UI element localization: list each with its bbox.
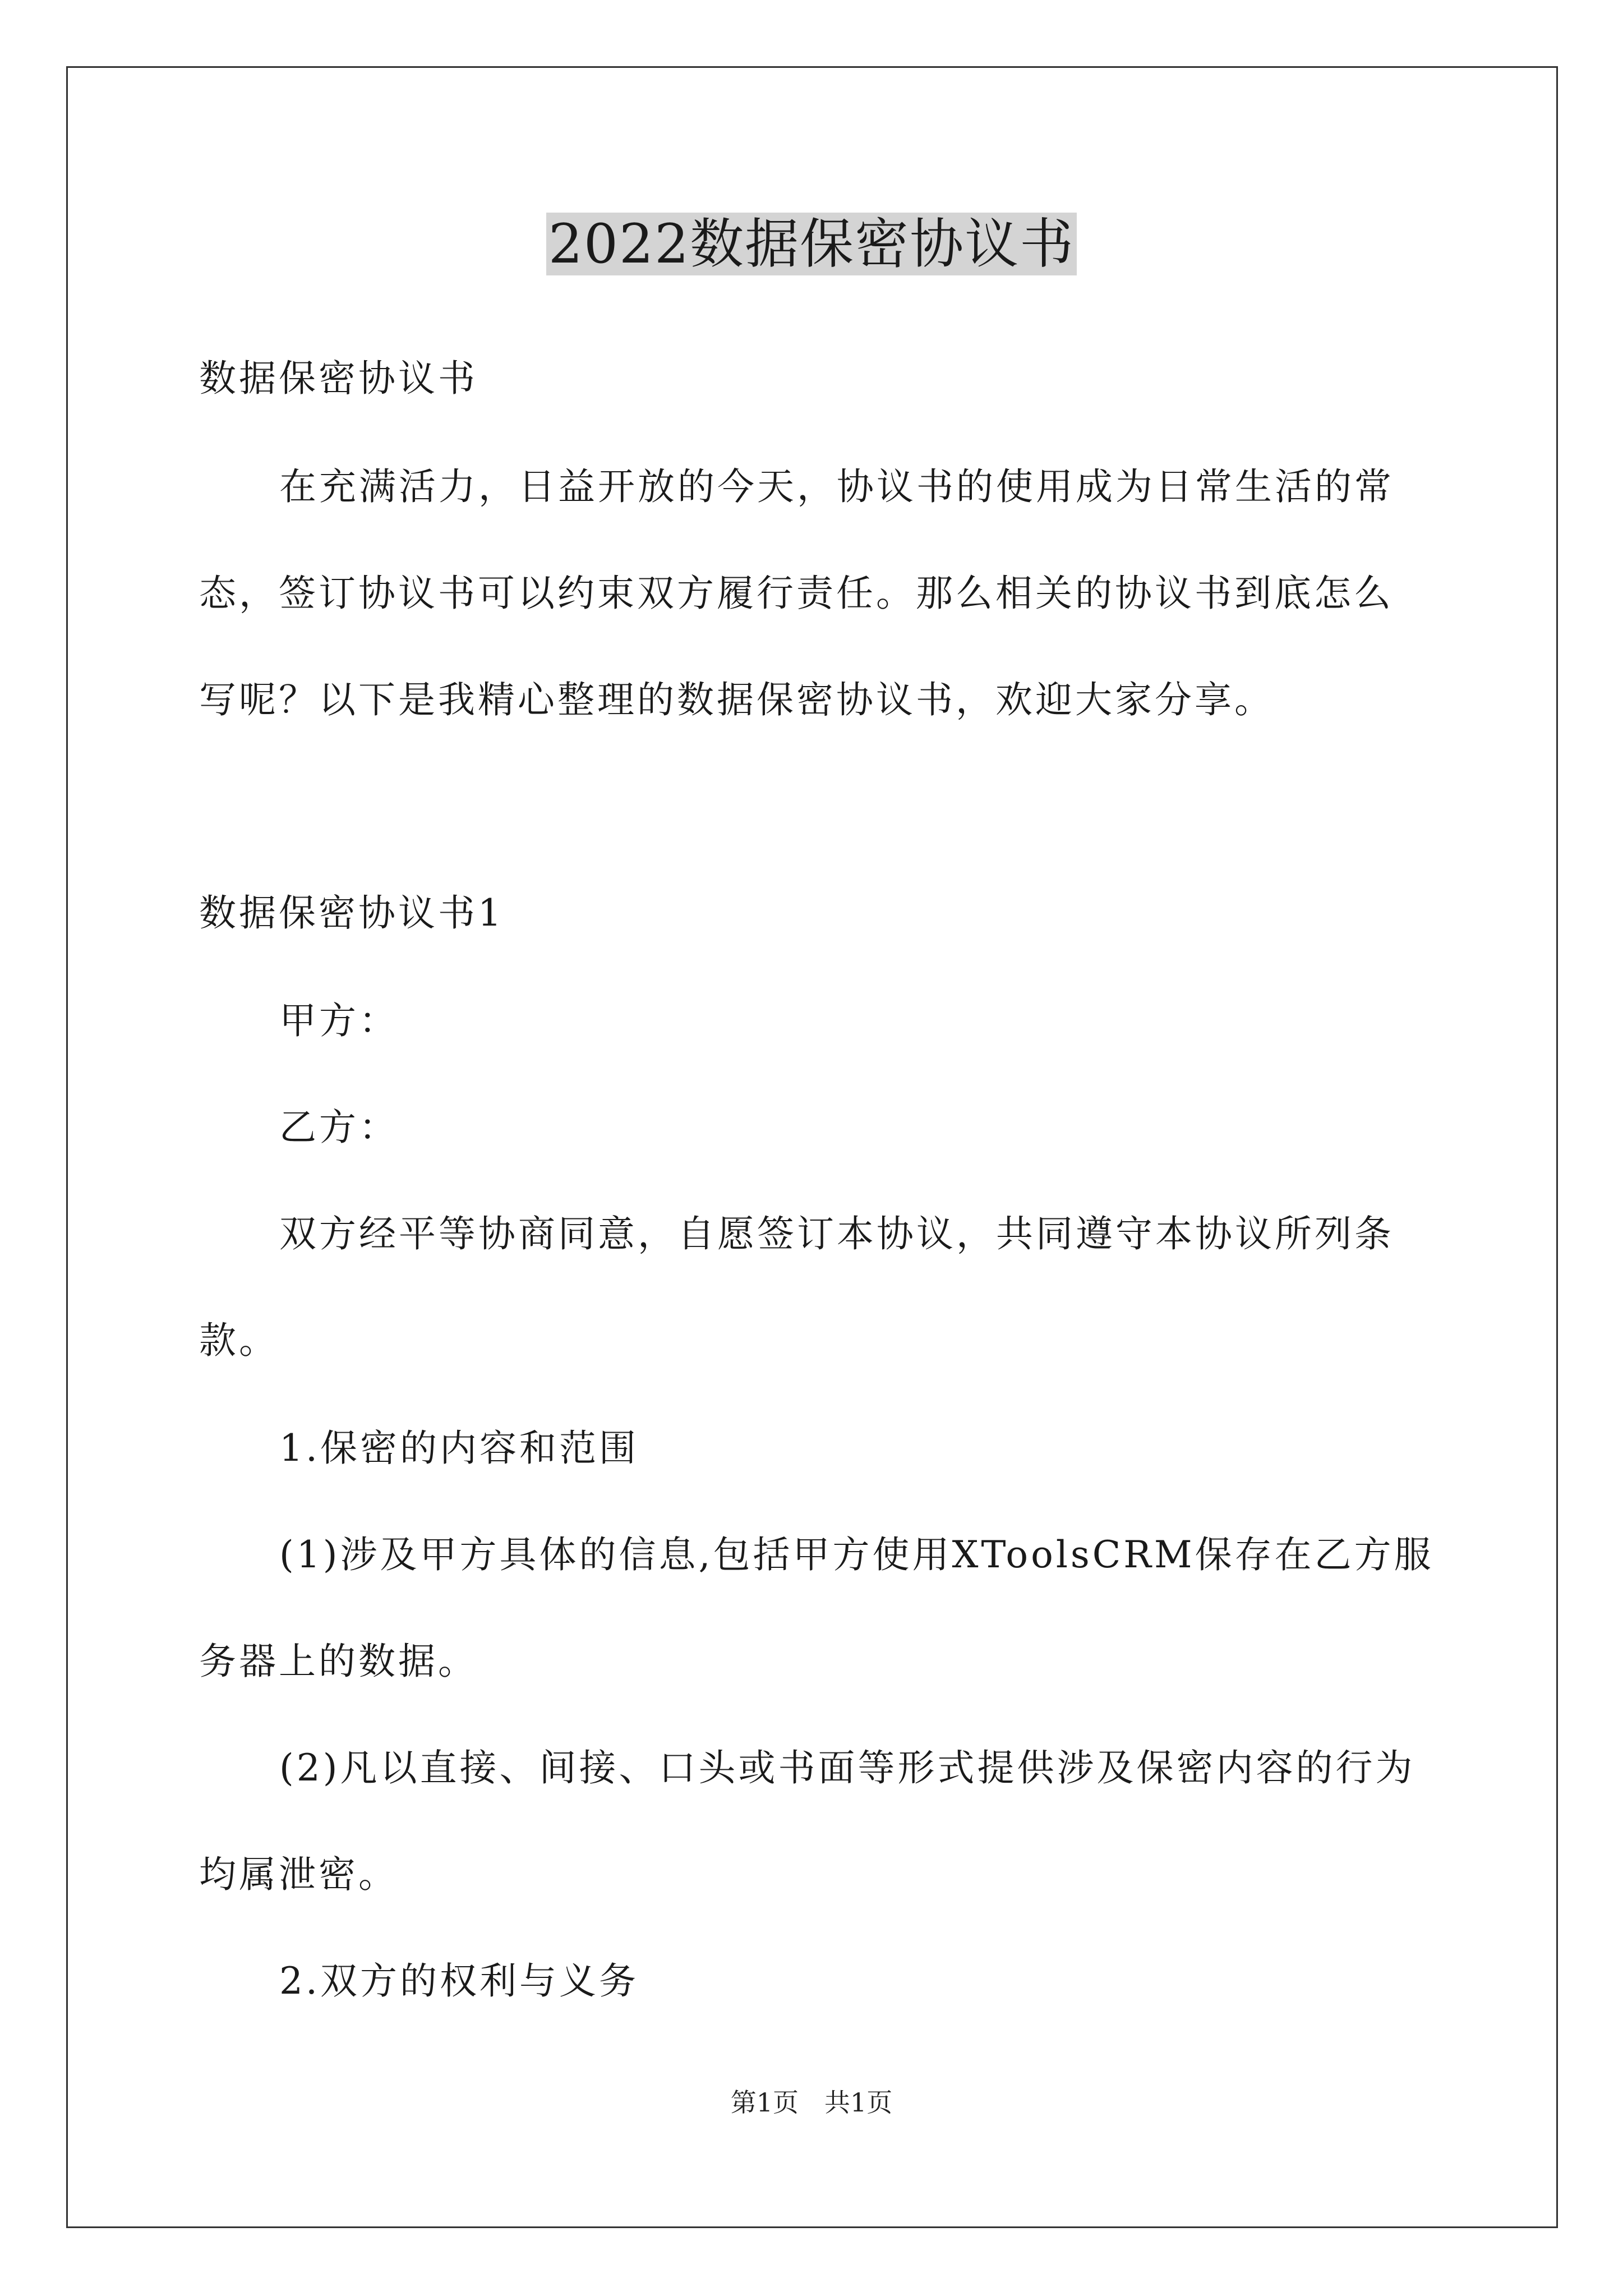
clause-1-item-1-line-2: 务器上的数据。 [199, 1640, 478, 1683]
clause-1-title: 1.保密的内容和范围 [279, 1427, 639, 1470]
section-heading: 数据保密协议书1 [199, 891, 504, 935]
intro-line-2: 态，签订协议书可以约束双方履行责任。那么相关的协议书到底怎么 [199, 572, 1394, 615]
clause-1-item-2-line-2: 均属泄密。 [199, 1853, 398, 1896]
intro-line-3: 写呢？以下是我精心整理的数据保密协议书，欢迎大家分享。 [199, 678, 1274, 721]
document-title [0, 205, 1623, 283]
agreement-line-2: 款。 [199, 1319, 279, 1362]
party-b-label: 乙方： [279, 1106, 399, 1149]
clause-1-item-2-line-1: (2)凡以直接、间接、口头或书面等形式提供涉及保密内容的行为 [279, 1746, 1415, 1789]
agreement-line-1: 双方经平等协商同意，自愿签订本协议，共同遵守本协议所列条 [279, 1212, 1394, 1255]
page-footer: 第1页 共1页 [730, 2087, 893, 2118]
document-title-text: 2022数据保密协议书 [546, 213, 1077, 275]
clause-2-title: 2.双方的权利与义务 [279, 1959, 639, 2003]
document-subtitle: 数据保密协议书 [199, 357, 478, 400]
intro-line-1: 在充满活力，日益开放的今天，协议书的使用成为日常生活的常 [279, 465, 1394, 508]
party-a-label: 甲方： [279, 999, 399, 1042]
clause-1-item-1-line-1: (1)涉及甲方具体的信息,包括甲方使用XToolsCRM保存在乙方服 [279, 1533, 1434, 1576]
